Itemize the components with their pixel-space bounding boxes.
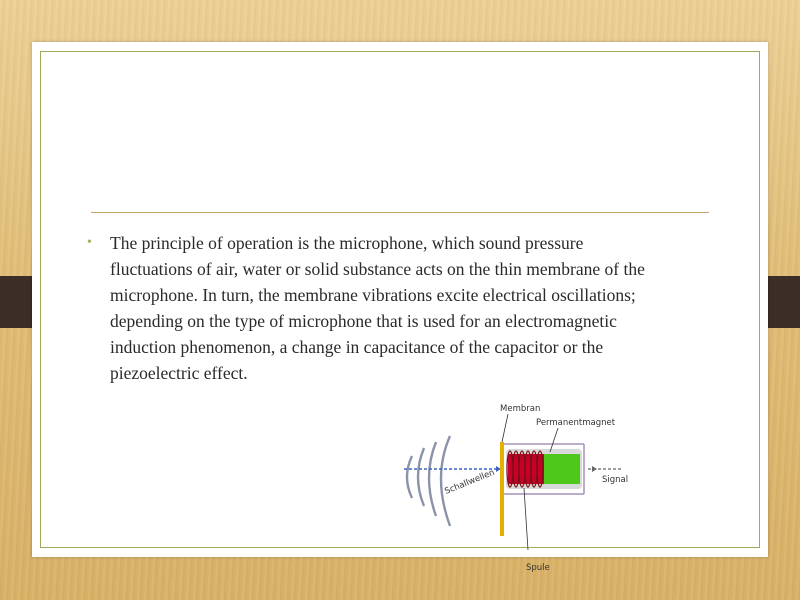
permanentmagnet-leader	[550, 428, 558, 452]
title-divider	[91, 212, 709, 213]
signal-arrow-head-icon	[592, 466, 597, 472]
label-schallwellen: Schallwellen	[443, 467, 497, 497]
bullet-dot-icon: •	[87, 235, 92, 250]
bullet-item	[87, 230, 667, 386]
label-membran: Membran	[500, 404, 541, 414]
label-signal: Signal	[602, 475, 629, 485]
sound-wave-arcs	[407, 436, 450, 526]
bullet-text: The principle of operation is the microphone, which sound pressure fluctuations of air, water or solid substance acts on the thin membrane of the microphone. In turn, the membrane vibrations excite electrical oscillations; depending on the type of microphone that is used for an electromagnetic induction phenomenon, a change in capacitance of the capacitor or the piezoelectric effect.	[110, 233, 645, 383]
membrane	[500, 442, 504, 536]
spule-leader	[524, 488, 528, 550]
label-permanentmagnet: Permanentmagnet	[536, 418, 616, 428]
microphone-diagram	[400, 394, 629, 573]
slide	[32, 42, 768, 573]
magnet-green	[544, 454, 580, 484]
membran-leader	[502, 414, 508, 442]
label-spule: Spule	[526, 563, 550, 573]
